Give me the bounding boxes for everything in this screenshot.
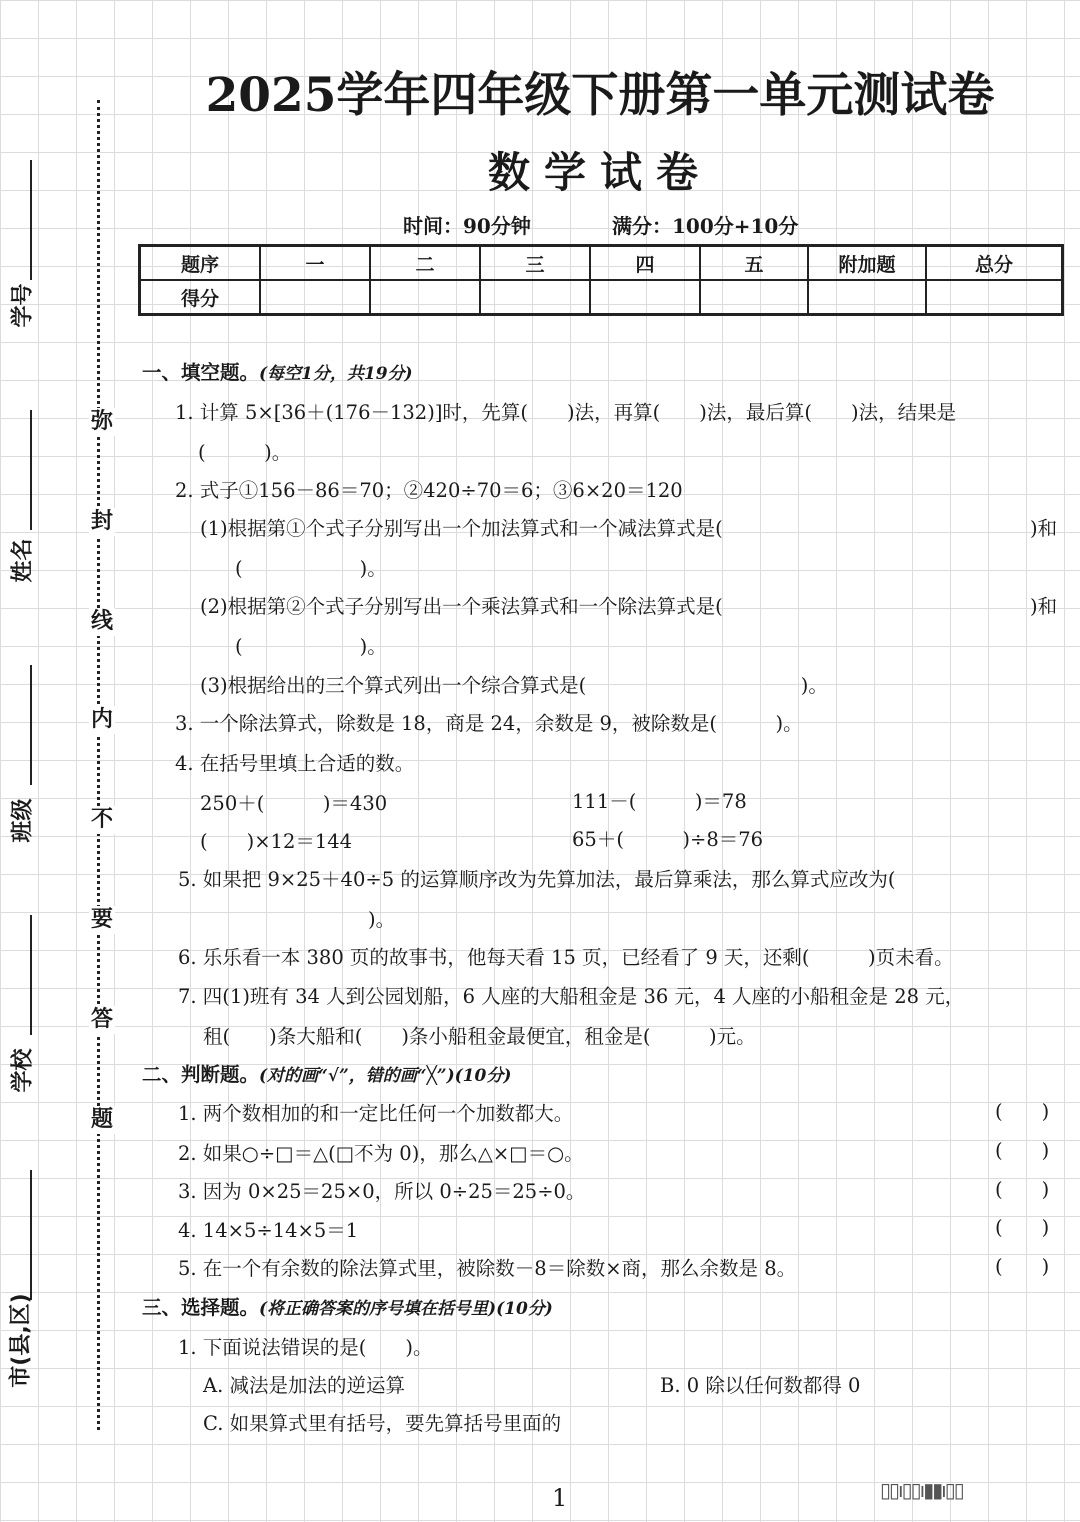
watermark-bars: ▯▯ı▯▯ı▮▮ı▯▯ [880, 1478, 963, 1502]
question-4-c: ( )×12＝144 [200, 830, 353, 853]
score-header-cell: 一 [260, 246, 370, 281]
judge-5-answer[interactable]: ( ) [995, 1255, 1050, 1278]
score-header-cell: 五 [700, 246, 808, 281]
question-2-2-cont: ( )。 [235, 635, 387, 658]
field-line-school [30, 915, 32, 1035]
question-7-cont: 租( )条大船和( )条小船租金最便宜，租金是( )元。 [203, 1025, 756, 1048]
score-cell[interactable] [590, 280, 700, 315]
question-5-cont: )。 [368, 908, 396, 931]
question-5: 5. 如果把 9×25＋40÷5 的运算顺序改为先算加法，最后算乘法，那么算式应改为( [178, 868, 896, 891]
question-7: 7. 四(1)班有 34 人到公园划船，6 人座的大船租金是 36 元，4 人座的小船租金是 28 元， [178, 985, 965, 1008]
field-line-class [30, 665, 32, 785]
question-4: 4. 在括号里填上合适的数。 [175, 752, 415, 775]
judge-3: 3. 因为 0×25＝25×0，所以 0÷25＝25÷0。 [178, 1180, 586, 1203]
judge-5: 5. 在一个有余数的除法算式里，被除数－8＝除数×商，那么余数是 8。 [178, 1257, 797, 1280]
section-3-heading: 三、选择题。 [142, 1296, 260, 1319]
seal-char: 不 [90, 807, 113, 832]
seal-char: 线 [90, 609, 113, 634]
field-line-name [30, 410, 32, 530]
class-label: 班级 [10, 798, 36, 843]
question-2-2-and: )和 [1030, 595, 1058, 618]
judge-4-answer[interactable]: ( ) [995, 1216, 1050, 1239]
score-row-label: 得分 [140, 280, 261, 315]
score-header-cell: 总分 [926, 246, 1063, 281]
seal-char: 内 [90, 707, 113, 732]
field-line-student-id [30, 160, 32, 280]
section-2-heading: 二、判断题。 [142, 1063, 260, 1086]
question-4-a: 250＋( )＝430 [200, 792, 388, 815]
score-cell[interactable] [260, 280, 370, 315]
choice-1-option-c: C. 如果算式里有括号，要先算括号里面的 [203, 1412, 562, 1435]
question-2-1: (1)根据第①个式子分别写出一个加法算式和一个减法算式是( [200, 517, 723, 540]
name-label: 姓名 [10, 538, 36, 583]
question-2: 2. 式子①156－86＝70；②420÷70＝6；③6×20＝120 [175, 479, 683, 502]
section-1-note: (每空1分，共19分) [259, 364, 413, 384]
question-3: 3. 一个除法算式，除数是 18，商是 24，余数是 9，被除数是( )。 [175, 712, 803, 735]
question-2-1-and: )和 [1030, 517, 1058, 540]
seal-char: 封 [90, 509, 113, 534]
score-cell[interactable] [700, 280, 808, 315]
judge-1: 1. 两个数相加的和一定比任何一个加数都大。 [178, 1102, 574, 1125]
page-number: 1 [552, 1484, 568, 1512]
score-cell[interactable] [370, 280, 480, 315]
score-table-score-row [140, 280, 1063, 315]
time-limit: 时间：90分钟 [403, 214, 531, 238]
section-2-note: (对的画“√”，错的画“╳”)(10分) [259, 1066, 512, 1086]
city-label: 市(县,区) [8, 1293, 34, 1388]
seal-char: 弥 [90, 409, 113, 434]
score-cell[interactable] [808, 280, 926, 315]
section-3-title [142, 1292, 553, 1320]
full-score: 满分：100分+10分 [612, 214, 799, 238]
seal-char: 要 [90, 907, 113, 932]
score-table [138, 244, 1064, 316]
seal-char: 答 [90, 1007, 113, 1032]
judge-4: 4. 14×5÷14×5＝1 [178, 1219, 359, 1242]
score-cell[interactable] [926, 280, 1063, 315]
score-table-header-row [140, 246, 1063, 281]
exam-subtitle: 数学试卷 [487, 148, 712, 197]
question-6: 6. 乐乐看一本 380 页的故事书，他每天看 15 页，已经看了 9 天，还剩( )页未看。 [178, 946, 954, 969]
judge-3-answer[interactable]: ( ) [995, 1178, 1050, 1201]
question-2-3: (3)根据给出的三个算式列出一个综合算式是( )。 [200, 674, 828, 697]
choice-1-option-b: B. 0 除以任何数都得 0 [660, 1374, 861, 1397]
judge-2-answer[interactable]: ( ) [995, 1139, 1050, 1162]
section-1-title [142, 357, 413, 385]
seal-dotted-line [97, 100, 100, 1430]
score-header-cell: 四 [590, 246, 700, 281]
question-4-b: 111－( )＝78 [572, 790, 747, 813]
seal-char: 题 [90, 1107, 113, 1132]
judge-2: 2. 如果○÷□＝△(□不为 0)，那么△×□＝○。 [178, 1142, 584, 1165]
choice-1: 1. 下面说法错误的是( )。 [178, 1336, 433, 1359]
school-label: 学校 [10, 1048, 36, 1093]
question-4-d: 65＋( )÷8＝76 [572, 828, 764, 851]
score-header-cell: 附加题 [808, 246, 926, 281]
score-header-cell: 题序 [140, 246, 261, 281]
score-header-cell: 三 [480, 246, 590, 281]
judge-1-answer[interactable]: ( ) [995, 1100, 1050, 1123]
student-id-label: 学号 [10, 283, 36, 328]
score-header-cell: 二 [370, 246, 480, 281]
choice-1-option-a: A. 减法是加法的逆运算 [203, 1374, 405, 1397]
field-line-city [30, 1170, 32, 1300]
section-2-title [142, 1059, 511, 1087]
question-1: 1. 计算 5×[36＋(176－132)]时，先算( )法，再算( )法，最后算( )法，结果是 [175, 401, 957, 424]
question-1-cont: ( )。 [198, 441, 292, 464]
score-cell[interactable] [480, 280, 590, 315]
exam-title: 2025学年四年级下册第一单元测试卷 [205, 68, 995, 123]
section-3-note: (将正确答案的序号填在括号里)(10分) [259, 1299, 553, 1319]
question-2-1-cont: ( )。 [235, 557, 387, 580]
question-2-2: (2)根据第②个式子分别写出一个乘法算式和一个除法算式是( [200, 595, 723, 618]
section-1-heading: 一、填空题。 [142, 361, 260, 384]
